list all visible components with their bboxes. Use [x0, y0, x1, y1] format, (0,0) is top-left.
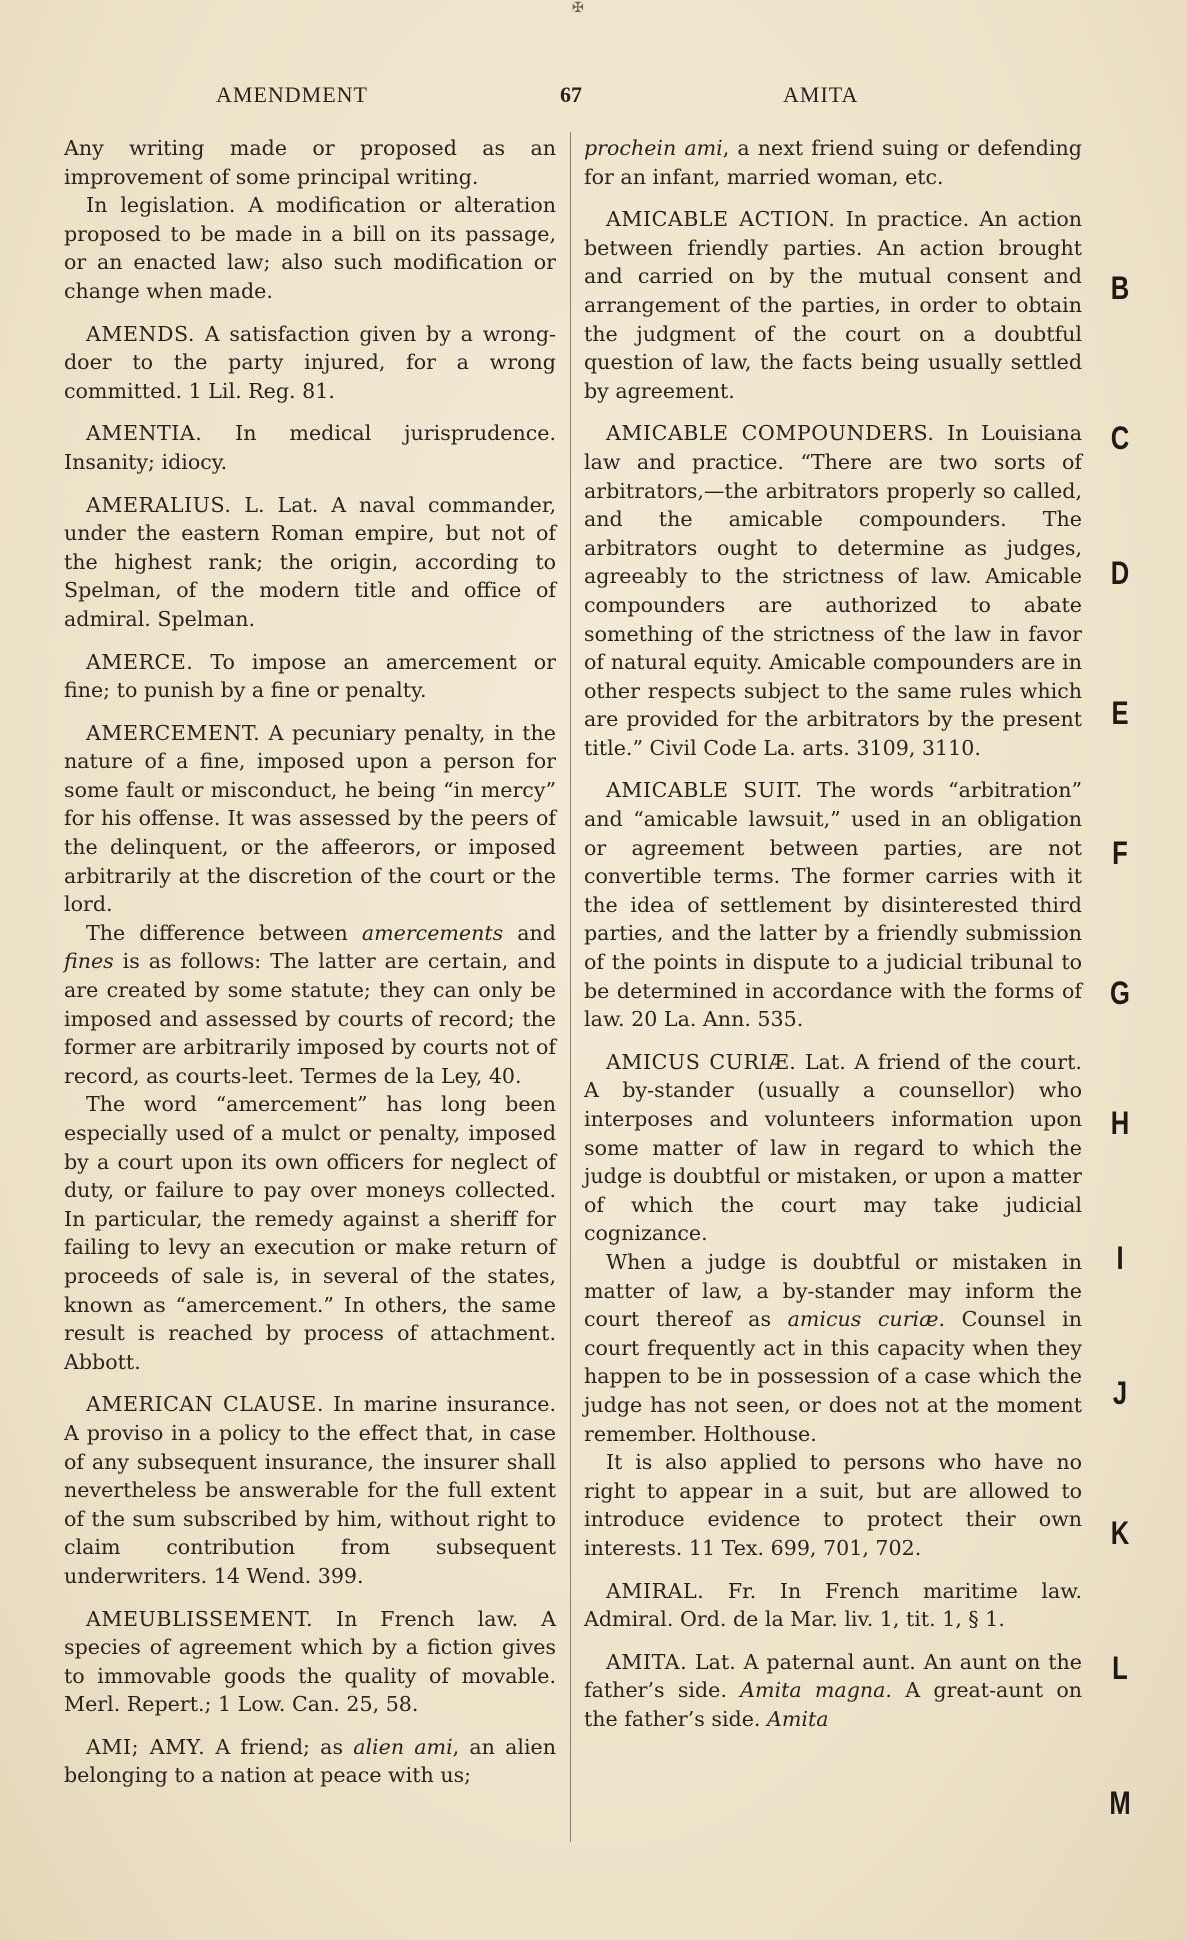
definition-text: When a judge is doubtful or mistaken in matter of law, a by-stander may inform the court thereof as amicus curiæ. Counsel in court frequently act in this capacity when they happen to be in possession of a case which the judge has not seen, or does not at the moment remember. Holthouse. [584, 1249, 1082, 1446]
headword: AMITA. [606, 1649, 688, 1674]
left-paragraph [64, 419, 556, 476]
definition-text: The word “amercement” has long been especially used of a mulct or penalty, imposed by a court upon its own officers for neglect of duty, or failure to pay over moneys collected. In particular, the remedy against a sheriff for failing to levy an execution or make return of proceeds of sale is, in several of the states, known as “amercement.” In others, the same result is reached by process of attachment. Abbott. [64, 1092, 556, 1374]
thumb-tab-j: J [1112, 1375, 1128, 1411]
headword: AMERICAN CLAUSE. [86, 1392, 324, 1417]
left-paragraph [64, 191, 556, 305]
headword: AMICUS CURIÆ. [606, 1049, 797, 1074]
left-paragraph [64, 1390, 556, 1590]
definition-text: Lat. A friend of the court. A by-stander (usually a counsellor) who interposes and volunteers information upon some matter of law in regard to which the judge is doubtful or mistaken, or upon a matter of which the court may take judicial cognizance. [584, 1049, 1082, 1246]
thumb-tab-d: D [1110, 555, 1130, 591]
left-paragraph [64, 491, 556, 634]
definition-text: A satisfaction given by a wrong-doer to the party injured, for a wrong committed. 1 Lil. Reg. 81. [64, 321, 556, 403]
right-column [584, 134, 1082, 1747]
left-paragraph [64, 648, 556, 705]
definition-text: To impose an amercement or fine; to punish by a fine or penalty. [64, 649, 556, 703]
thumb-tab-l: L [1112, 1650, 1128, 1686]
right-paragraph [584, 1648, 1082, 1734]
headword: AMI; AMY. [86, 1734, 206, 1759]
headword: AMERALIUS. [86, 492, 232, 517]
header-left-guide-word: AMENDMENT [216, 82, 368, 107]
definition-text: A pecuniary penalty, in the nature of a fine, imposed upon a person for some fault or misconduct, he being “in mercy” for his offense. It was assessed by the peers of the delinquent, or the affeerors, or imposed arbitrarily at the discretion of the court or the lord. [64, 720, 556, 917]
right-paragraph [584, 1248, 1082, 1448]
definition-text: A friend; as alien ami, an alien belonging to a nation at peace with us; [64, 1734, 556, 1788]
header-right-guide-word: AMITA [783, 82, 859, 107]
right-paragraph [584, 1048, 1082, 1248]
right-paragraph [584, 1577, 1082, 1634]
top-mark: ✠ [572, 0, 584, 16]
left-column [64, 134, 556, 1804]
definition-text: It is also applied to persons who have no right to appear in a suit, but are allowed to introduce evidence to protect their own interests. 11 Tex. 699, 701, 702. [584, 1450, 1082, 1560]
definition-text: In marine insurance. A proviso in a policy to the effect that, in case of any subsequent insurance, the insurer shall nevertheless be answerable for the full extent of the sum subscribed by him, without right to claim contribution from subsequent underwriters. 14 Wend. 399. [64, 1392, 556, 1588]
left-paragraph [64, 1733, 556, 1790]
headword: AMENTIA. [86, 421, 203, 446]
column-divider [570, 132, 571, 1842]
left-paragraph [64, 1090, 556, 1376]
definition-text: Any writing made or proposed as an improvement of some principal writing. [64, 136, 556, 189]
definition-text: In Louisiana law and practice. “There are two sorts of arbitrators,—the arbitrators properly so called, and the amicable compounders. The arbitrators ought to determine as judges, agreeably to the strictness of law. Amicable compounders are authorized to abate something of the strictness of the law in favor of natural equity. Amicable compounders are in other respects subject to the same rules which are provided for the arbitrators by the present title.” Civil Code La. arts. 3109, 3110. [584, 421, 1082, 760]
definition-text: L. Lat. A naval commander, under the eastern Roman empire, but not of the highest rank; the origin, according to Spelman, of the modern title and office of admiral. Spelman. [64, 492, 556, 631]
definition-text: In French law. A species of agreement which by a fiction gives to immovable goods the quality of movable. Merl. Repert.; 1 Low. Can. 25, 58. [64, 1606, 556, 1717]
right-paragraph [584, 1448, 1082, 1562]
definition-text: In medical jurisprudence. Insanity; idiocy. [64, 421, 556, 474]
headword: AMICABLE ACTION. [606, 207, 836, 232]
left-paragraph [64, 1605, 556, 1719]
headword: AMERCEMENT. [86, 720, 261, 745]
right-paragraph [584, 419, 1082, 762]
headword: AMICABLE SUIT. [606, 778, 803, 803]
thumb-tab-g: G [1110, 975, 1130, 1011]
definition-text: In legislation. A modification or alteration proposed to be made in a bill on its passage, or an enacted law; also such modification or change when made. [64, 193, 556, 303]
thumb-tab-k: K [1110, 1515, 1130, 1551]
left-paragraph [64, 919, 556, 1091]
thumb-index [1100, 0, 1140, 1940]
right-paragraph [584, 776, 1082, 1033]
thumb-tab-i: I [1116, 1240, 1124, 1276]
headword: AMENDS. [86, 321, 195, 346]
left-paragraph [64, 134, 556, 191]
thumb-tab-f: F [1112, 835, 1128, 871]
thumb-tab-e: E [1111, 695, 1129, 731]
right-paragraph [584, 134, 1082, 191]
definition-text: Lat. A paternal aunt. An aunt on the father’s side. Amita magna. A great-aunt on the father’s side. Amita [584, 1649, 1083, 1731]
definition-text: The difference between amercements and fines is as follows: The latter are certain, and are created by some statute; they can only be imposed and assessed by courts of record; the former are arbitrarily imposed by courts not of record, as courts-leet. Termes de la Ley, 40. [64, 920, 556, 1088]
thumb-tab-b: B [1110, 270, 1130, 306]
definition-text: prochein ami, a next friend suing or defending for an infant, married woman, etc. [584, 136, 1082, 189]
headword: AMERCE. [86, 649, 194, 674]
thumb-tab-m: M [1109, 1785, 1131, 1821]
definition-text: The words “arbitration” and “amicable lawsuit,” used in an obligation or agreement between parties, are not convertible terms. The former carries with it the idea of settlement by disinterested third parties, and the latter by a friendly submission of the points in dispute to a judicial tribunal to be determined in accordance with the forms of law. 20 La. Ann. 535. [584, 778, 1082, 1032]
definition-text: In practice. An action between friendly parties. An action brought and carried on by the mutual consent and arrangement of the parties, in order to obtain the judgment of the court on a doubtful question of law, the facts being usually settled by agreement. [584, 207, 1082, 403]
left-paragraph [64, 719, 556, 919]
page-number: 67 [560, 82, 582, 107]
headword: AMIRAL. [606, 1578, 705, 1603]
left-paragraph [64, 320, 556, 406]
definition-text: Fr. In French maritime law. Admiral. Ord. de la Mar. liv. 1, tit. 1, § 1. [584, 1578, 1082, 1632]
headword: AMEUBLISSEMENT. [86, 1606, 314, 1631]
running-header [0, 82, 1187, 112]
headword: AMICABLE COMPOUNDERS. [606, 421, 935, 446]
right-paragraph [584, 205, 1082, 405]
thumb-tab-c: C [1110, 420, 1130, 456]
thumb-tab-h: H [1110, 1105, 1130, 1141]
